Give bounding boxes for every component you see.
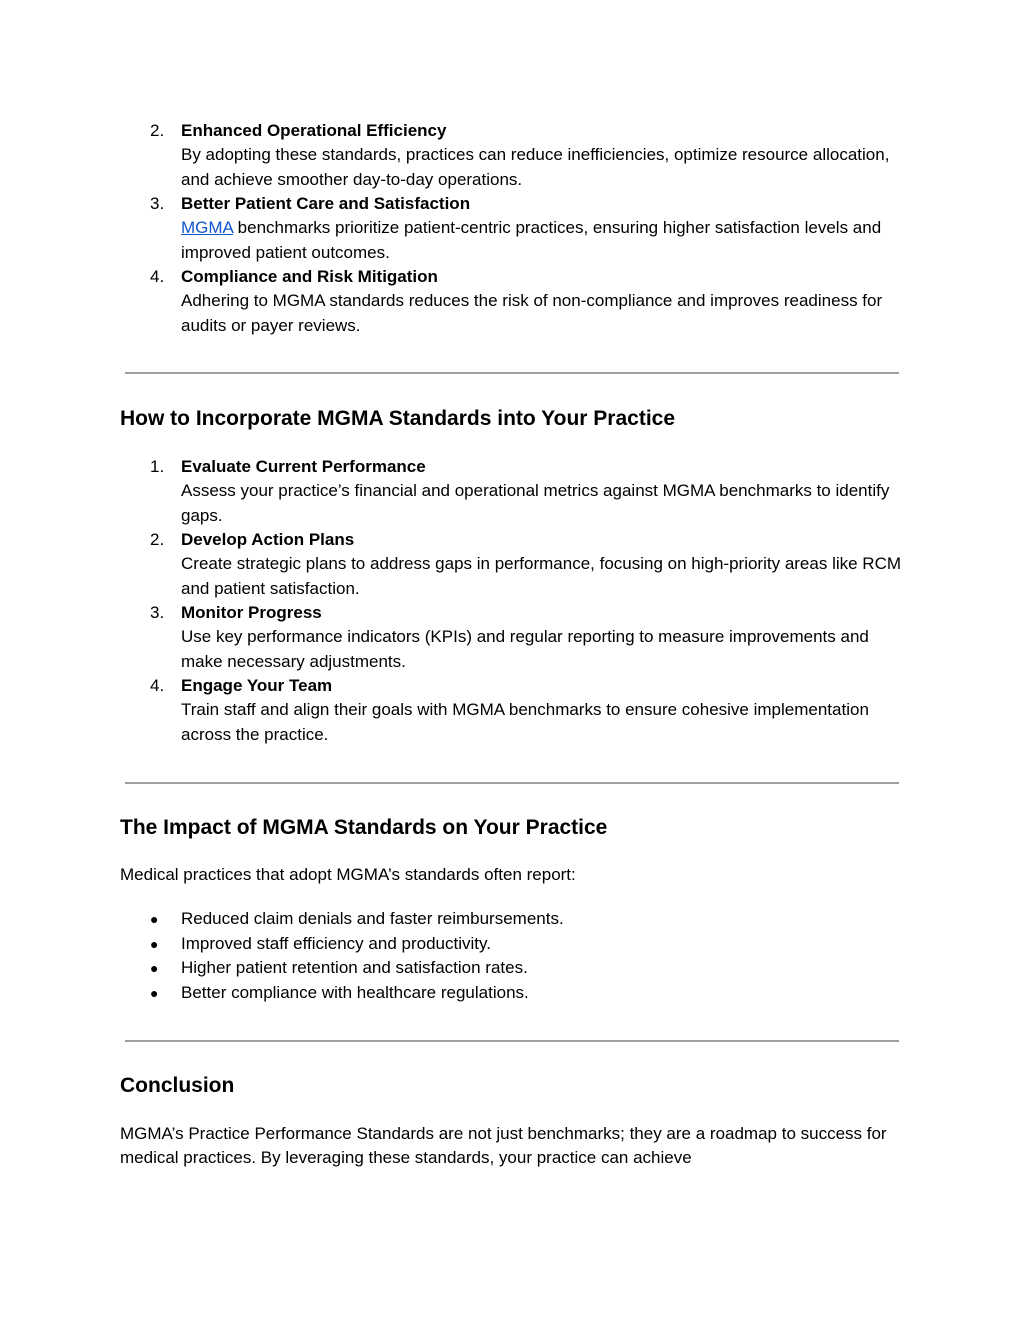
section-heading: The Impact of MGMA Standards on Your Practice <box>120 816 608 839</box>
bullet-icon: ● <box>150 985 159 1001</box>
list-item-title: Evaluate Current Performance <box>181 457 426 476</box>
list-number: 3. <box>150 603 165 622</box>
list-item-title: Develop Action Plans <box>181 530 355 549</box>
list-number: 3. <box>150 194 165 213</box>
list-item-description: Create strategic plans to address gaps in performance, focusing on high-priority areas like RCM and patient satisfaction. <box>181 554 902 598</box>
list-item-title: Monitor Progress <box>181 603 322 622</box>
list-number: 1. <box>150 457 165 476</box>
list-item-description <box>181 216 911 265</box>
section-heading: How to Incorporate MGMA Standards into Your Practice <box>120 407 676 430</box>
bullet-text: Reduced claim denials and faster reimbursements. <box>181 909 564 928</box>
list-item-title: Enhanced Operational Efficiency <box>181 121 447 140</box>
list-number: 4. <box>150 676 165 695</box>
list-number: 2. <box>150 530 165 549</box>
list-number: 2. <box>150 121 165 140</box>
paragraph: MGMA’s Practice Performance Standards are not just benchmarks; they are a roadmap to success for medical practices. By leveraging these standards, your practice can achieve <box>120 1124 887 1168</box>
list-item-description: Adhering to MGMA standards reduces the risk of non-compliance and improves readiness for audits or payer reviews. <box>181 291 883 335</box>
list-item-title: Compliance and Risk Mitigation <box>181 267 438 286</box>
bullet-icon: ● <box>150 911 159 927</box>
bullet-icon: ● <box>150 936 159 952</box>
list-item-description: Assess your practice’s financial and operational metrics against MGMA benchmarks to identify gaps. <box>181 481 890 525</box>
paragraph: Medical practices that adopt MGMA’s standards often report: <box>120 865 576 884</box>
list-number: 4. <box>150 267 165 286</box>
section-heading: Conclusion <box>120 1074 235 1097</box>
list-item-description: By adopting these standards, practices can reduce inefficiencies, optimize resource allocation, and achieve smoother day-to-day operations. <box>181 145 890 189</box>
horizontal-divider <box>125 372 899 374</box>
list-item-title: Better Patient Care and Satisfaction <box>181 194 471 213</box>
list-item-description: Use key performance indicators (KPIs) and regular reporting to measure improvements and make necessary adjustments. <box>181 627 869 671</box>
horizontal-divider <box>125 782 899 784</box>
mgma-link[interactable]: MGMA <box>181 218 233 238</box>
list-item-description-text: benchmarks prioritize patient-centric practices, ensuring higher satisfaction levels and improved patient outcomes. <box>181 218 882 262</box>
list-item-title: Engage Your Team <box>181 676 333 695</box>
bullet-icon: ● <box>150 960 159 976</box>
bullet-text: Improved staff efficiency and productivity. <box>181 934 491 953</box>
list-item-description: Train staff and align their goals with MGMA benchmarks to ensure cohesive implementation across the practice. <box>181 700 869 744</box>
bullet-text: Better compliance with healthcare regulations. <box>181 983 529 1002</box>
horizontal-divider <box>125 1040 899 1042</box>
bullet-text: Higher patient retention and satisfaction rates. <box>181 958 528 977</box>
